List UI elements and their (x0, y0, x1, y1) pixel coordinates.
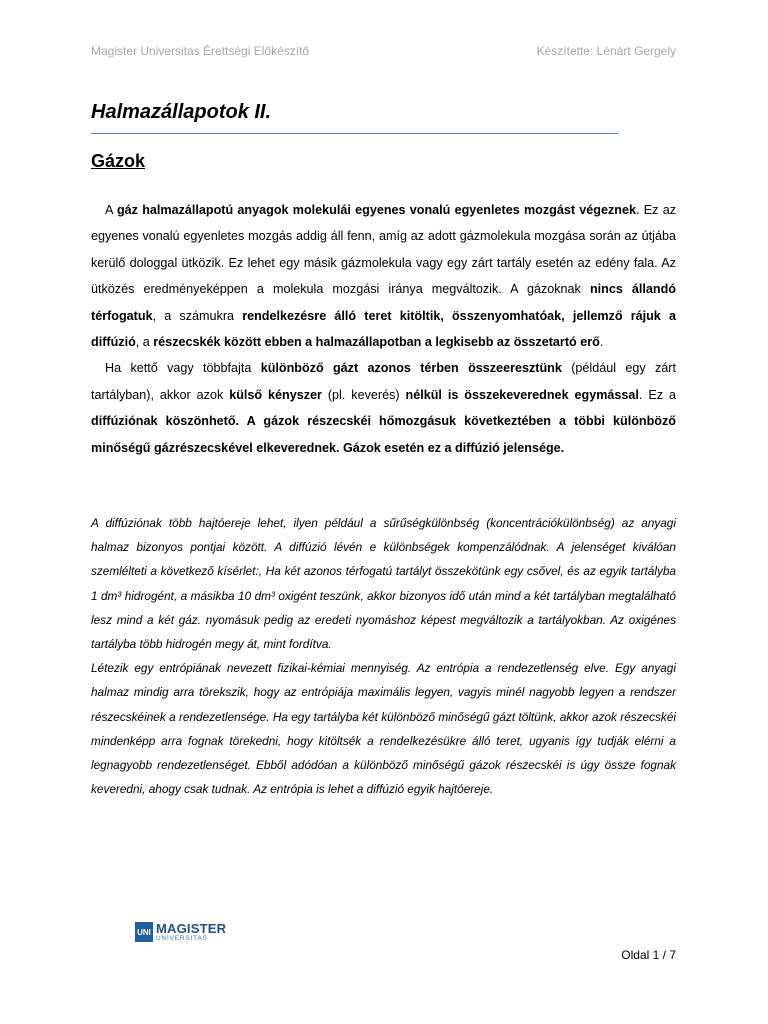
italic-notes (91, 511, 676, 801)
logo-mark: UNI (135, 922, 153, 942)
text-run: . Ez a (638, 387, 676, 402)
title-underline-rule (91, 133, 618, 134)
bold-text-run: diffúziónak köszönhető. A gázok részecskéi hőmozgásuk következtében a többi különböző minőségű gázrészecskével elkeverednek. Gázok esetén ez a diffúzió jelensége. (91, 414, 676, 455)
text-run: , a számukra (152, 308, 243, 323)
text-run: , a (135, 335, 154, 350)
paragraph-gas-mixing (91, 355, 676, 461)
logo-main-text: MAGISTER (156, 920, 227, 936)
body-text (91, 197, 676, 461)
bold-text-run: gáz halmazállapotú anyagok molekulái egyenes vonalú egyenletes mozgást végeznek (116, 203, 636, 217)
header-right: Készítette: Lénárt Gergely (536, 44, 676, 58)
header-left: Magister Universitas Érettségi Előkészítő (91, 44, 310, 58)
text-run: Ha kettő vagy többfajta (105, 361, 261, 376)
bold-text-run: nincs állandó térfogatuk (91, 282, 676, 323)
text-run: (pl. keverés) (321, 387, 406, 402)
bold-text-run: nélkül is összekeverednek egymással (405, 387, 639, 402)
paragraph-entropy: Létezik egy entrópiának nevezett fizikai-kémiai mennyiség. Az entrópia a rendezetlenség elve. Egy anyagi halmaz mindig arra törekszik, hogy az entrópiája maximális legyen, vagyis minél nagyobb legyen a rendszer részecskéinek a rendezetlensége. Ha egy tartályba két különböző minőségű gázt töltünk, akkor azok részecskéi mindenképp arra fognak törekedni, hogy kitöltsék a rendelkezésükre álló teret, ugyanis így tudják elérni a legnagyobb rendezetlenséget. Ebből adódóan a különböző minőségű gázok részecskéi is úgy össze fognak keveredni, ahogy csak tudnak. Az entrópia is lehet a diffúzió egyik hajtóereje. (91, 661, 676, 797)
bold-text-run: különböző gázt azonos térben összeeresztünk (260, 361, 562, 376)
text-run: . (599, 335, 604, 350)
page-number: Oldal 1 / 7 (621, 948, 676, 962)
page-title: Halmazállapotok II. (91, 101, 272, 123)
section-heading: Gázok (91, 151, 146, 171)
bold-text-run: rendelkezésre álló teret kitöltik, összenyomhatóak, jellemző rájuk a diffúzió (91, 308, 676, 350)
magister-logo (135, 921, 226, 943)
text-run: (például egy zárt tartályban), akkor azok (91, 361, 676, 402)
paragraph-diffusion-driver: A diffúziónak több hajtóereje lehet, ilyen például a sűrűségkülönbség (koncentrációkülönbség) az anyagi halmaz bizonyos pontjai között. A diffúzió lévén e különbségek kompenzálódnak. A jelenséget kiválóan szemlélteti a következő kísérlet:, Ha két azonos térfogatú tartályt összekötünk egy csővel, és az egyik tartályba 1 dm³ hidrogént, a másikba 10 dm³ oxigént teszünk, akkor bizonyos idő után mind a két tartályban megtalálható lesz mind a két gáz. nyomásuk pedig az eredeti nyomáshoz képest megváltozik a tartályokban. Az oxigénes tartályba több hidrogén megy át, mint fordítva. (91, 516, 676, 652)
logo-sub-text: UNIVERSITAS (156, 934, 208, 942)
text-run: . Ez az egyenes vonalú egyenletes mozgás addig áll fenn, amíg az adott gázmolekula mozgása során az útjába kerülő dologgal ütközik. Ez lehet egy másik gázmolekula vagy egy zárt tartály esetén az edény fala. Az ütközés eredményeképpen a molekula mozgási iránya megváltozik. A gázoknak (91, 203, 676, 297)
text-run: A (105, 203, 117, 217)
bold-text-run: részecskék között ebben a halmazállapotban a legkisebb az összetartó erő (153, 335, 600, 350)
bold-text-run: külső kényszer (229, 387, 322, 402)
paragraph-gas-properties (91, 197, 676, 355)
